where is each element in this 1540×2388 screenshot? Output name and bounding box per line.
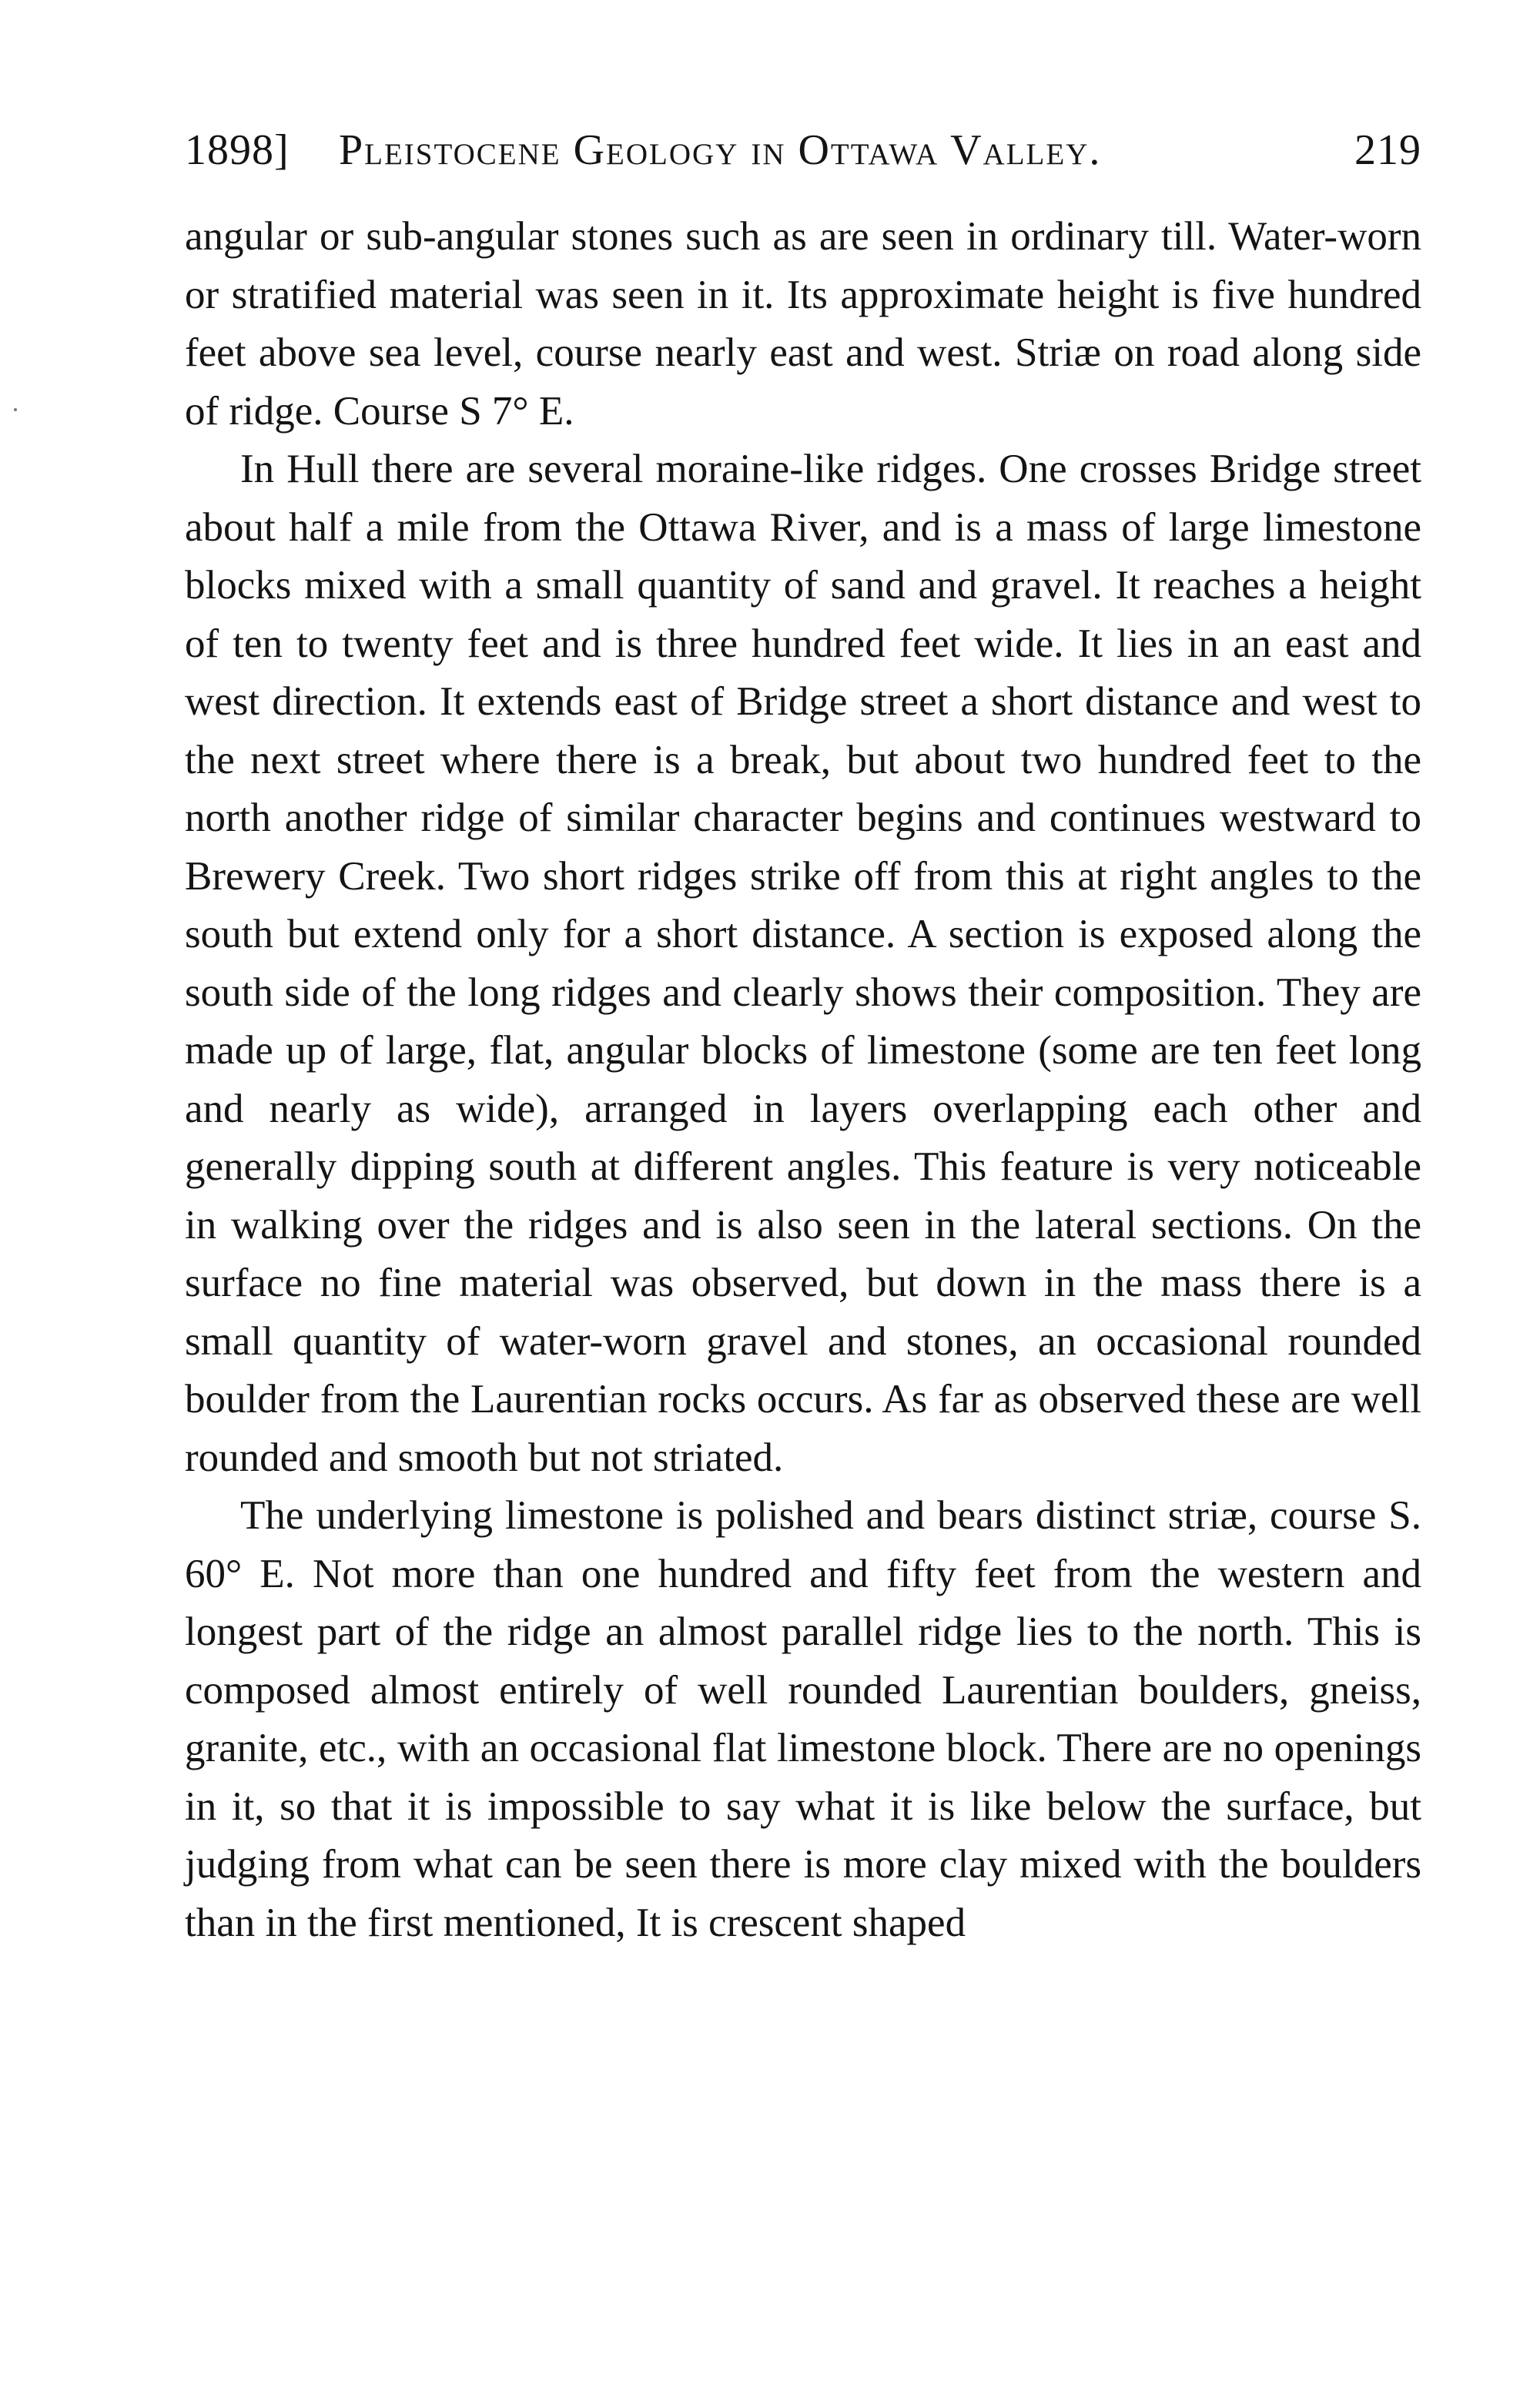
page-number: 219 — [1354, 126, 1421, 174]
margin-speck — [14, 408, 17, 411]
header-year: 1898] — [185, 126, 290, 174]
header-title: Pleistocene Geology in Ottawa Valley. — [339, 126, 1102, 174]
paragraph-underlying-limestone: The underlying limestone is polished and bears distinct striæ, course S. 60° E. Not more than one hundred and fifty feet from the western and longest part of the ridge an almost parallel ridge lies to the north. This is composed almost entirely of well rounded Laurentian boulders, gneiss, granite, etc., with an occasional flat limestone block. There are no openings in it, so that it is impossible to say what it is like below the surface, but judging from what can be seen there is more clay mixed with the boulders than in the first mentioned, It is crescent shaped — [185, 1493, 1421, 1945]
paragraph-hull-ridges: In Hull there are several moraine-like ridges. One crosses Bridge street about half a mile from the Ottawa River, and is a mass of large limestone blocks mixed with a small quantity of sand and gravel. It reaches a height of ten to twenty feet and is three hundred feet wide. It lies in an east and west direction. It extends east of Bridge street a short distance and west to the next street where there is a break, but about two hundred feet to the north another ridge of similar character begins and continues westward to Brewery Creek. Two short ridges strike off from this at right angles to the south but extend only for a short distance. A section is exposed along the south side of the long ridges and clearly shows their composition. They are made up of large, flat, angular blocks of limestone (some are ten feet long and nearly as wide), arranged in layers overlapping each other and generally dipping south at different angles. This feature is very noticeable in walking over the ridges and is also seen in the lateral sections. On the surface no fine material was observed, but down in the mass there is a small quantity of water-worn gravel and stones, an occasional rounded boulder from the Laurentian rocks occurs. As far as observed these are well rounded and smooth but not striated. — [185, 447, 1421, 1480]
paragraph-continued: angular or sub-angular stones such as are seen in ordinary till. Water-worn or stratified material was seen in it. Its approximate height is five hundred feet above sea level, course nearly east and west. Striæ on road along side of ridge. Course S 7° E. — [185, 214, 1421, 434]
running-header — [185, 116, 1421, 185]
body-text — [185, 208, 1421, 1952]
